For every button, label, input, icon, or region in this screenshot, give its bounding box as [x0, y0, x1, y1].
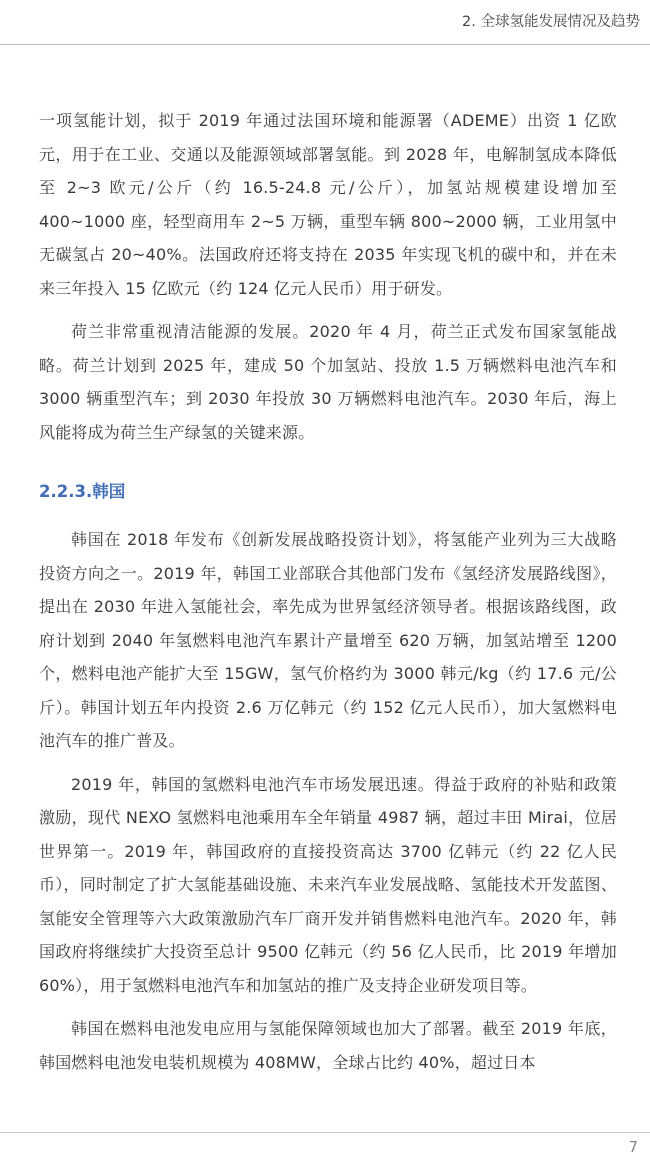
paragraph-korea-strategy: 韩国在 2018 年发布《创新发展战略投资计划》，将氢能产业列为三大战略投资方向之一。2019 年，韩国工业部联合其他部门发布《氢经济发展路线图》，提出在 2030 年进入氢能社会，率先成为世界氢经济领导者。根据该路线图，政府计划到 2040 年氢燃料电池汽车累计产量增至 620 万辆，加氢站增至 1200 个，燃料电池产能扩大至 15GW，氢气价格约为 3000 韩元/kg（约 17.6 元/公斤）。韩国计划五年内投资 2.6 万亿韩元（约 152 亿元人民币），加大氢燃料电池汽车的推广普及。 [39, 530, 617, 750]
page-number: 7 [628, 1138, 638, 1156]
paragraph-korea-power: 韩国在燃料电池发电应用与氢能保障领域也加大了部署。截至 2019 年底，韩国燃料电池发电装机规模为 408MW，全球占比约 40%，超过日本 [39, 1019, 617, 1072]
footer-divider [0, 1132, 650, 1133]
header-divider [0, 44, 650, 45]
paragraph-france-continued: 一项氢能计划，拟于 2019 年通过法国环境和能源署（ADEME）出资 1 亿欧元，用于在工业、交通以及能源领域部署氢能。到 2028 年，电解制氢成本降低至 2~3 欧元/公斤（约 16.5-24.8 元/公斤），加氢站规模建设增加至 400~1000 座，轻型商用车 2~5 万辆，重型车辆 800~2000 辆，工业用氢中无碳氢占 20~40%。法国政府还将支持在 2035 年实现飞机的碳中和，并在未来三年投入 15 亿欧元（约 124 亿元人民币）用于研发。 [39, 111, 617, 298]
header-title: 2. 全球氢能发展情况及趋势 [462, 14, 640, 30]
paragraph-korea-market: 2019 年，韩国的氢燃料电池汽车市场发展迅速。得益于政府的补贴和政策激励，现代 NEXO 氢燃料电池乘用车全年销量 4987 辆，超过丰田 Mirai，位居世界第一。2019 年，韩国政府的直接投资高达 3700 亿韩元（约 22 亿人民币），同时制定了扩大氢能基础设施、未来汽车业发展战略、氢能技术开发蓝图、氢能安全管理等六大政策激励汽车厂商开发并销售燃料电池汽车。2020 年，韩国政府将继续扩大投资至总计 9500 亿韩元（约 56 亿人民币，比 2019 年增加 60%），用于氢燃料电池汽车和加氢站的推广及支持企业研发项目等。 [39, 774, 617, 995]
document-body [39, 104, 617, 1079]
page-header [0, 0, 650, 45]
section-heading-korea: 2.2.3.韩国 [39, 482, 126, 501]
paragraph-netherlands: 荷兰非常重视清洁能源的发展。2020 年 4 月，荷兰正式发布国家氢能战略。荷兰计划到 2025 年，建成 50 个加氢站、投放 1.5 万辆燃料电池汽车和 3000 辆重型汽车；到 2030 年投放 30 万辆燃料电池汽车。2030 年后，海上风能将成为荷兰生产绿氢的关键来源。 [39, 322, 617, 442]
